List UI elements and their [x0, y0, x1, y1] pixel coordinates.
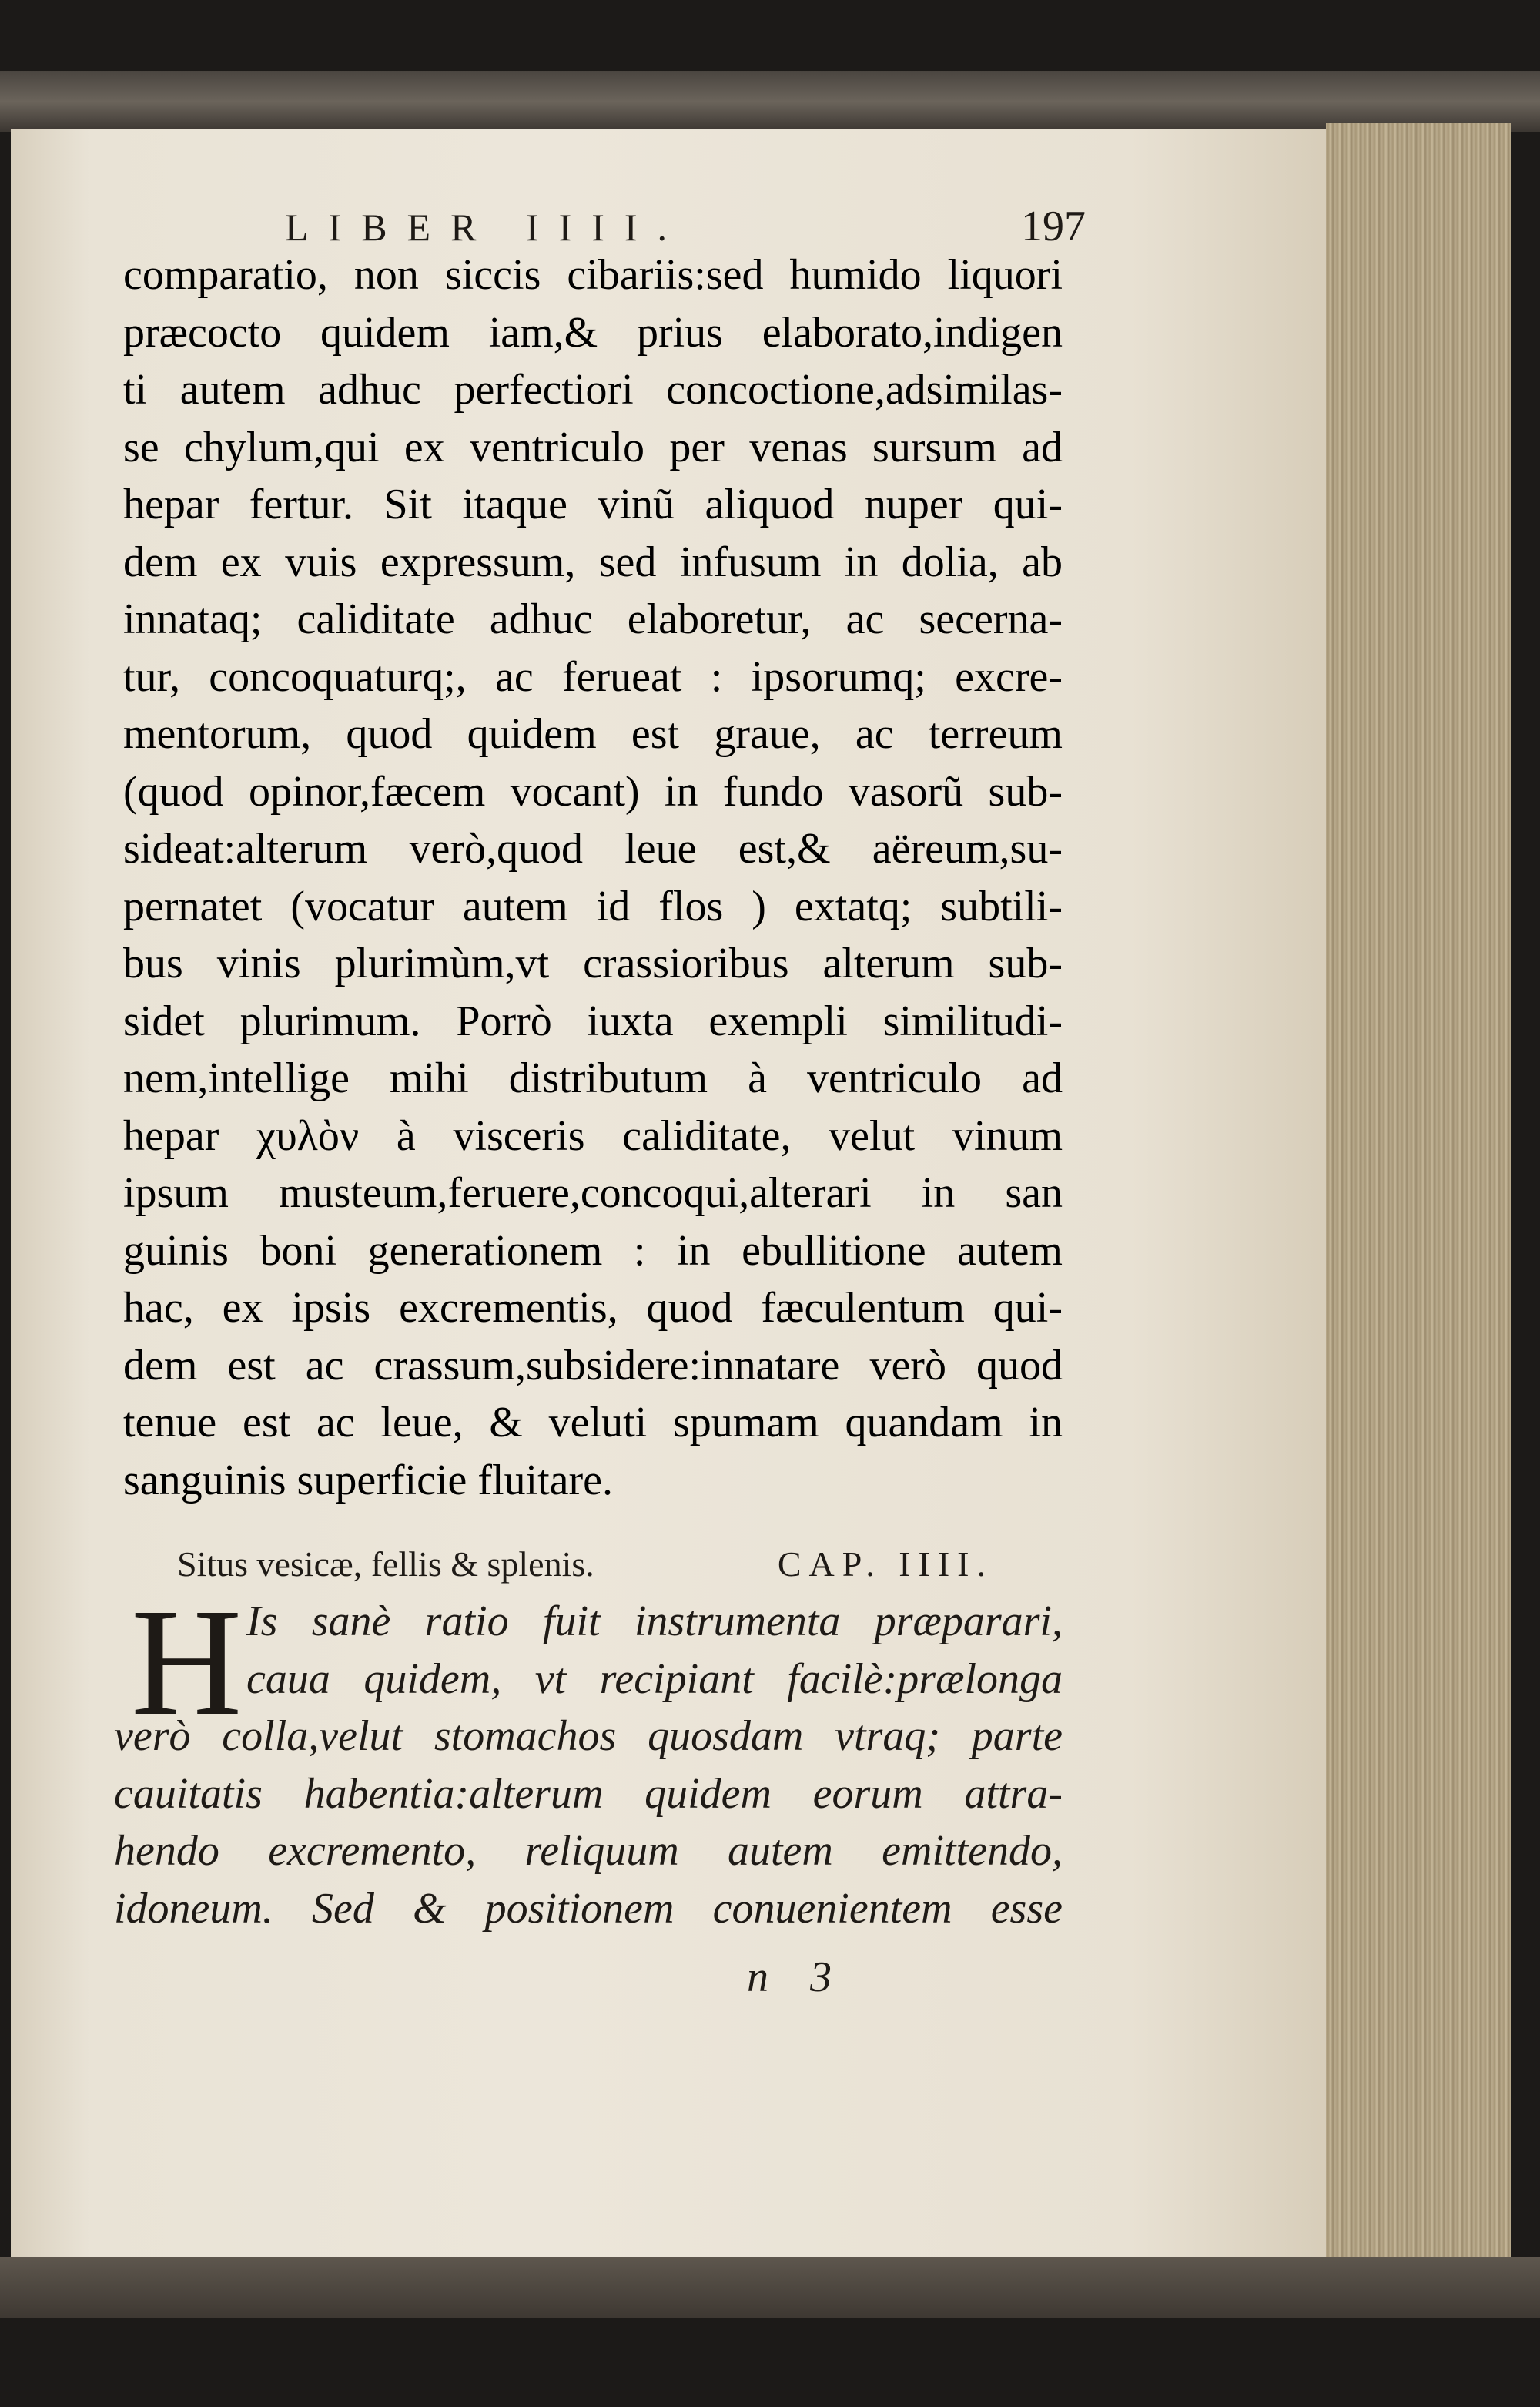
- text-line: pernatet (vocatur autem id flos ) extatq; subtili-: [123, 882, 1063, 930]
- text-line: bus vinis plurimùm,vt crassioribus alterum sub-: [123, 940, 1063, 987]
- book-top-edge: [0, 71, 1540, 132]
- text-line: caua quidem, vt recipiant facilè:prælonga: [246, 1654, 1063, 1703]
- text-line: (quod opinor,fæcem vocant) in fundo vasorũ sub-: [123, 767, 1063, 816]
- book-bottom-edge: [0, 2257, 1540, 2318]
- text-line: mentorum, quod quidem est graue, ac terreum: [123, 710, 1063, 758]
- text-line: ti autem adhuc perfectiori concoctione,adsimilas-: [123, 366, 1063, 414]
- text-line: dem est ac crassum,subsidere:innatare verò quod: [123, 1341, 1063, 1390]
- text-line: sidet plurimum. Porrò iuxta exempli similitudi-: [123, 997, 1063, 1045]
- chapter-title: Situs vesicæ, fellis & splenis.: [177, 1544, 594, 1584]
- text-line: tenue est ac leue, & veluti spumam quandam in: [123, 1399, 1063, 1447]
- page-edges: [1326, 123, 1511, 2272]
- text-line: guinis boni generationem : in ebullitione autem: [123, 1226, 1063, 1275]
- text-line: comparatio, non siccis cibariis:sed humido liquori: [123, 251, 1063, 299]
- text-line: hepar χυλὸν à visceris caliditate, velut vinum: [123, 1111, 1063, 1160]
- text-line: hac, ex ipsis excrementis, quod fæculentum qui-: [123, 1284, 1063, 1332]
- text-line: dem ex vuis expressum, sed infusum in dolia, ab: [123, 538, 1063, 586]
- signature-mark: n 3: [747, 1953, 847, 2001]
- text-line: hepar fertur. Sit itaque vinũ aliquod nuper qui-: [123, 481, 1063, 528]
- text-line: præcocto quidem iam,& prius elaborato,indigen: [123, 308, 1063, 357]
- text-line: verò colla,velut stomachos quosdam vtraq; parte: [114, 1712, 1063, 1760]
- page-number: 197: [1021, 203, 1086, 250]
- text-line: se chylum,qui ex ventriculo per venas sursum ad: [123, 423, 1063, 471]
- text-line: cauitatis habentia:alterum quidem eorum attra-: [114, 1769, 1063, 1818]
- running-title: LIBER IIII.: [285, 206, 688, 249]
- text-line: Is sanè ratio fuit instrumenta præparari,: [246, 1597, 1063, 1645]
- drop-cap: H: [131, 1577, 243, 1748]
- body-text: [123, 246, 1063, 1509]
- text-line: innataq; caliditate adhuc elaboretur, ac secerna-: [123, 595, 1063, 643]
- text-line: ipsum musteum,feruere,concoqui,alterari in san: [123, 1169, 1063, 1217]
- chapter-heading: [177, 1544, 993, 1584]
- text-line: sideat:alterum verò,quod leue est,& aëreum,su-: [123, 825, 1063, 873]
- chapter-label: CAP. IIII.: [777, 1544, 993, 1584]
- text-line: sanguinis superficie fluitare.: [123, 1456, 614, 1504]
- text-line: tur, concoquaturq;, ac ferueat : ipsorumq; excre-: [123, 652, 1063, 701]
- text-line: hendo excremento, reliquum autem emittendo,: [114, 1827, 1063, 1875]
- text-line: idoneum. Sed & positionem conuenientem esse: [114, 1884, 1063, 1933]
- text-line: nem,intellige mihi distributum à ventriculo ad: [123, 1054, 1063, 1102]
- chapter-text: [114, 1577, 1063, 1937]
- running-header: [285, 202, 1086, 248]
